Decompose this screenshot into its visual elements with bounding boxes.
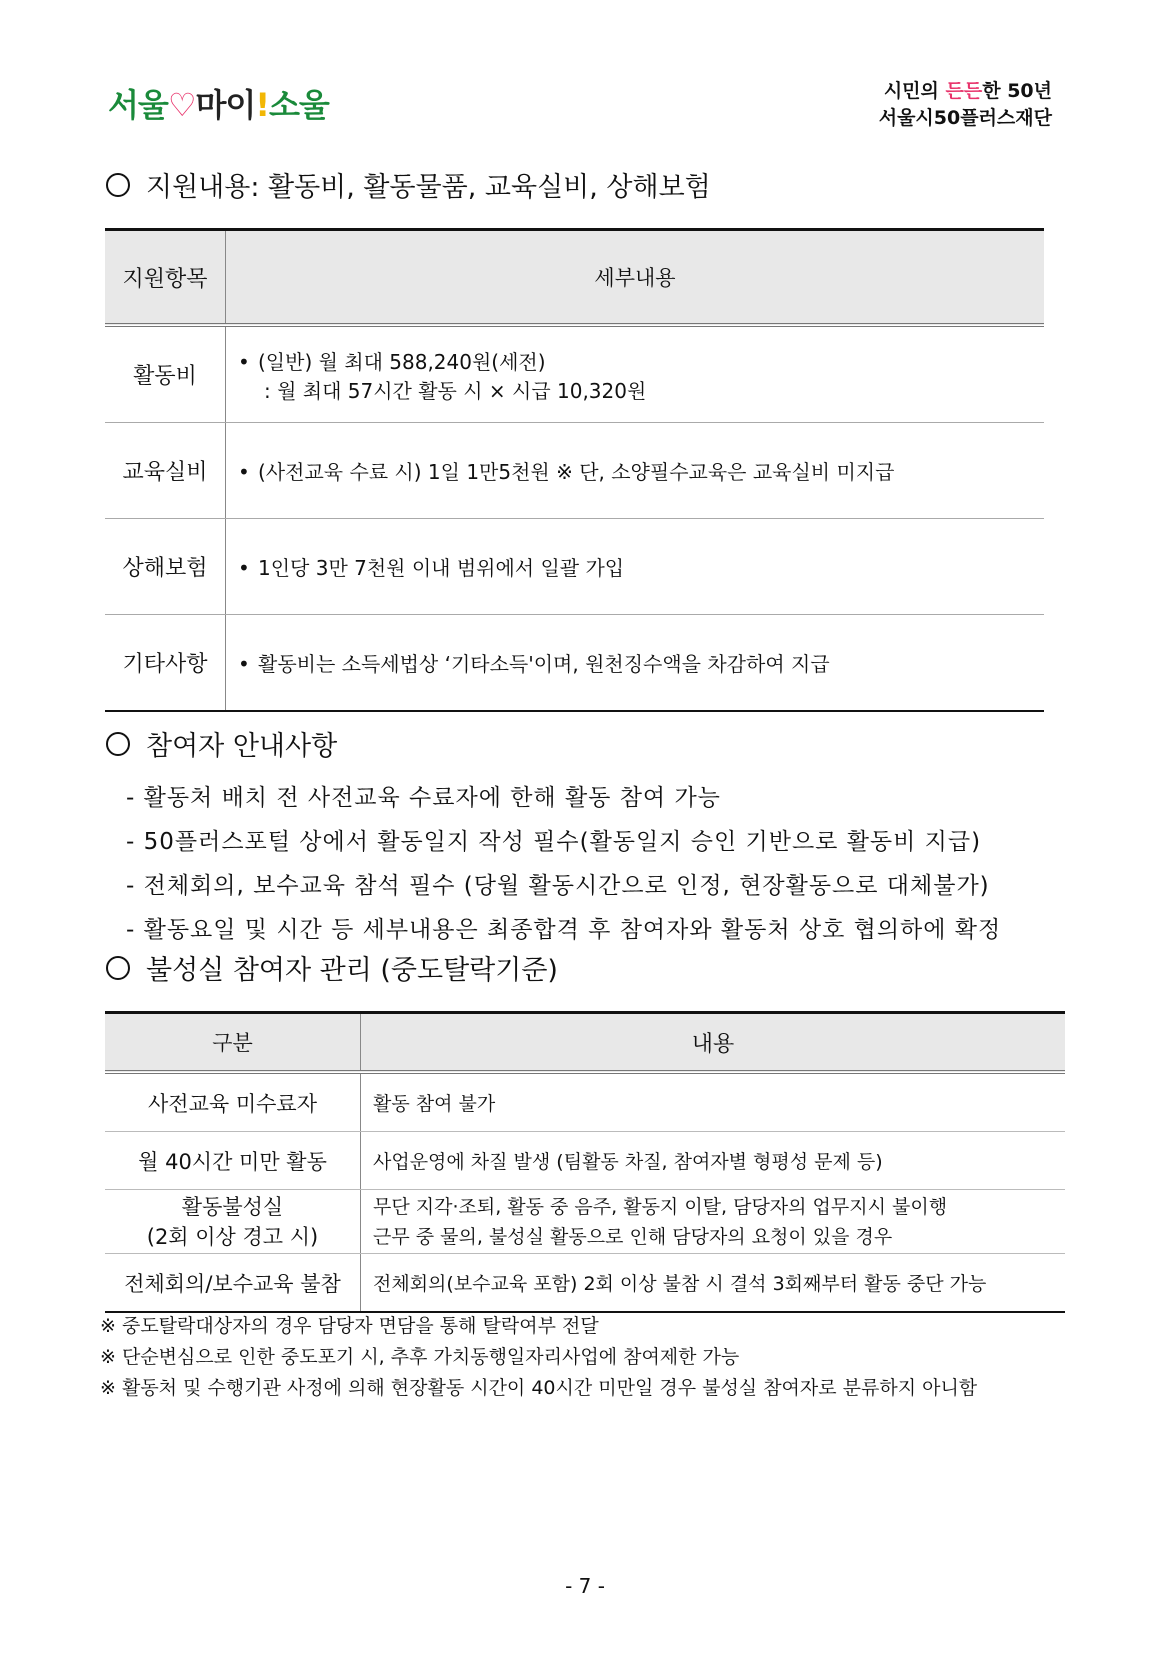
logo-heart: ♡ [167, 86, 196, 124]
table-row [105, 1132, 1065, 1190]
row-key: 활동불성실 (2회 이상 경고 시) [105, 1190, 361, 1254]
row-value: • 1인당 3만 7천원 이내 범위에서 일괄 가입 [226, 519, 1045, 615]
footnotes [100, 1311, 977, 1404]
table-header-row [105, 230, 1044, 326]
foundation-slogan: 시민의 든든한 50년 [883, 80, 1052, 102]
row-value: 무단 지각·조퇴, 활동 중 음주, 활동지 이탈, 담당자의 업무지시 불이행 근무 중 물의, 불성실 활동으로 인해 담당자의 요청이 있을 경우 [361, 1190, 1066, 1254]
foundation-name: 서울시50플러스재단 [878, 107, 1052, 129]
support-section-title: 지원내용: 활동비, 활동물품, 교육실비, 상해보험 [106, 165, 711, 204]
logo-part: 마이 [195, 86, 256, 124]
participant-notice-title: 참여자 안내사항 [106, 724, 337, 763]
row-value: • (일반) 월 최대 588,240원(세전) : 월 최대 57시간 활동 시 × 시급 10,320원 [226, 325, 1045, 423]
table-row [105, 1072, 1065, 1132]
row-key: 교육실비 [105, 423, 226, 519]
bullet-icon: • [238, 349, 250, 374]
table-row [105, 423, 1044, 519]
footnote: ※ 단순변심으로 인한 중도포기 시, 추후 가치동행일자리사업에 참여제한 가능 [100, 1346, 740, 1368]
table-row [105, 1254, 1065, 1313]
list-item: - 활동요일 및 시간 등 세부내용은 최종합격 후 참여자와 활동처 상호 협의하에 확정 [126, 917, 1002, 943]
row-key: 상해보험 [105, 519, 226, 615]
page-number: - 7 - [565, 1574, 605, 1598]
list-item: - 전체회의, 보수교육 참석 필수 (당월 활동시간으로 인정, 현장활동으로 대체불가) [126, 873, 990, 899]
circle-bullet-icon [106, 732, 130, 756]
circle-bullet-icon [106, 956, 130, 980]
circle-bullet-icon [106, 173, 130, 197]
footnote: ※ 활동처 및 수행기관 사정에 의해 현장활동 시간이 40시간 미만일 경우 불성실 참여자로 분류하지 아니함 [100, 1377, 978, 1399]
list-item: - 활동처 배치 전 사전교육 수료자에 한해 활동 참여 가능 [126, 785, 721, 811]
dropout-table [105, 1011, 1065, 1313]
foundation-logo [879, 78, 1052, 132]
table-row [105, 325, 1044, 423]
support-table [105, 228, 1044, 712]
participant-notice-list [126, 776, 1001, 952]
row-value: 전체회의(보수교육 포함) 2회 이상 불참 시 결석 3회째부터 활동 중단 가능 [361, 1254, 1066, 1313]
seoul-my-soul-logo [108, 80, 329, 126]
row-value: • 활동비는 소득세법상 ‘기타소득'이며, 원천징수액을 차감하여 지급 [226, 615, 1045, 712]
dropout-criteria-title: 불성실 참여자 관리 (중도탈락기준) [106, 948, 558, 987]
row-key: 사전교육 미수료자 [105, 1072, 361, 1132]
row-value: 사업운영에 차질 발생 (팀활동 차질, 참여자별 형평성 문제 등) [361, 1132, 1066, 1190]
header-item: 지원항목 [105, 230, 226, 326]
table-row [105, 1190, 1065, 1254]
logo-part: 서울 [108, 86, 168, 124]
row-value: 활동 참여 불가 [361, 1072, 1066, 1132]
bullet-icon: • [238, 652, 250, 676]
list-item: - 50플러스포털 상에서 활동일지 작성 필수(활동일지 승인 기반으로 활동비 지급) [126, 829, 982, 855]
header-category: 구분 [105, 1013, 361, 1073]
logo-exclaim: ! [255, 86, 269, 124]
row-key: 활동비 [105, 325, 226, 423]
table-row [105, 615, 1044, 712]
row-key: 전체회의/보수교육 불참 [105, 1254, 361, 1313]
bullet-icon: • [238, 460, 250, 484]
header-detail: 세부내용 [226, 230, 1045, 326]
table-header-row [105, 1013, 1065, 1073]
row-key: 월 40시간 미만 활동 [105, 1132, 361, 1190]
footnote: ※ 중도탈락대상자의 경우 담당자 면담을 통해 탈락여부 전달 [100, 1315, 599, 1337]
bullet-icon: • [238, 556, 250, 580]
logo-part: 소울 [268, 86, 329, 124]
header-content: 내용 [361, 1013, 1066, 1073]
row-key: 기타사항 [105, 615, 226, 712]
row-value: • (사전교육 수료 시) 1일 1만5천원 ※ 단, 소양필수교육은 교육실비 미지급 [226, 423, 1045, 519]
table-row [105, 519, 1044, 615]
